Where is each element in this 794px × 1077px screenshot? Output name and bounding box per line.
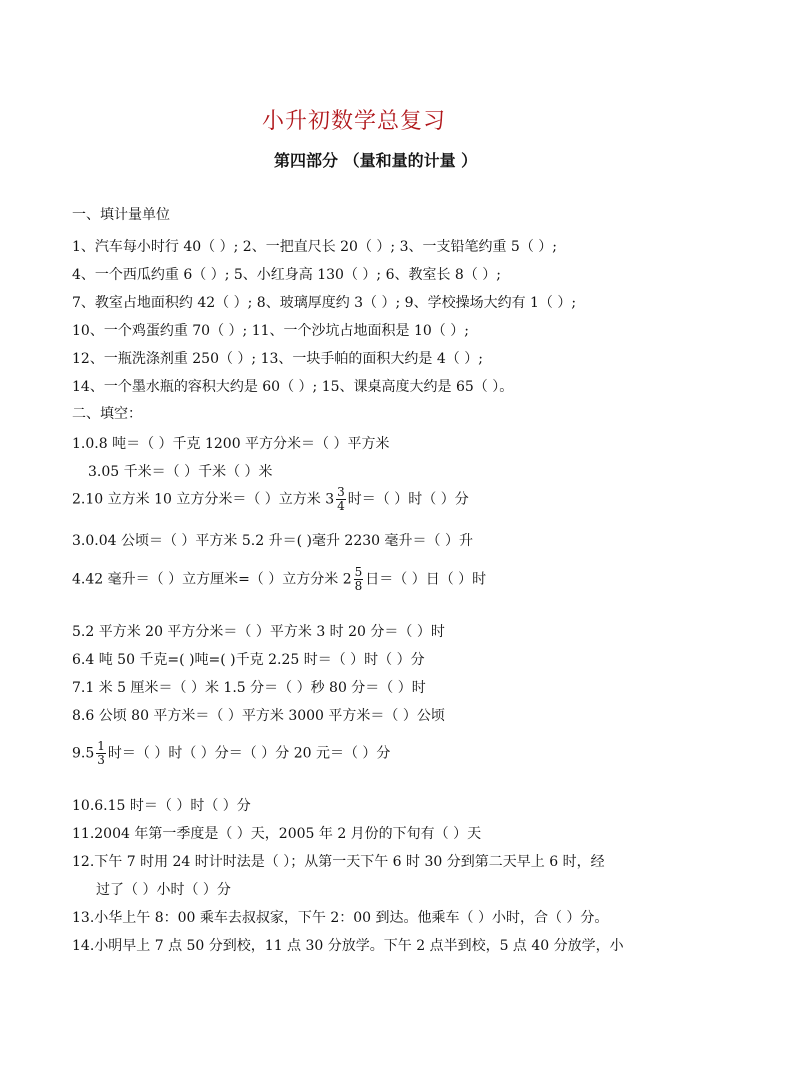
question-line: 11.2004 年第一季度是（ ）天，2005 年 2 月份的下旬有（ ）天 (72, 826, 482, 842)
question-line: 12、一瓶洗涤剂重 250（ ）; 13、一块手帕的面积大约是 4（ ）; (72, 351, 483, 367)
section1-heading: 一、填计量单位 (72, 207, 170, 223)
question-line: 3.05 千米＝（ ）千米（ ）米 (88, 464, 273, 480)
question-line: 13.小华上午 8：00 乘车去叔叔家，下午 2：00 到达。他乘车（ ）小时，合（ ）分。 (72, 910, 609, 926)
section-subtitle: 第四部分 （量和量的计量 ） (274, 151, 478, 170)
page-title: 小升初数学总复习 (262, 109, 447, 134)
question-text: 时＝（ ）时（ ）分＝（ ）分 20 元＝（ ）分 (107, 745, 391, 762)
question-line: 6.4 吨 50 千克=( )吨=( )千克 2.25 时＝（ ）时（ ）分 (72, 652, 425, 668)
question-line: 1.0.8 吨＝（ ）千克 1200 平方分米＝（ ）平方米 (72, 436, 390, 452)
question-line: 1、汽车每小时行 40（ ）; 2、一把直尺长 20（ ）; 3、一支铅笔约重 5（ ）; (72, 239, 558, 255)
question-text: 9.5 (72, 745, 95, 762)
question-line: 14、一个墨水瓶的容积大约是 60（ ）; 15、课桌高度大约是 65（ ）。 (72, 379, 514, 395)
question-text: 4.42 毫升＝（ ）立方厘米=（ ）立方分米 2 (72, 571, 352, 588)
question-line: 5.2 平方米 20 平方分米＝（ ）平方米 3 时 20 分＝（ ）时 (72, 624, 445, 640)
fraction (354, 566, 364, 593)
fraction-numerator: 1 (97, 739, 105, 753)
question-line: 10、一个鸡蛋约重 70（ ）; 11、一个沙坑占地面积是 10（ ）; (72, 323, 469, 339)
fraction-denominator: 8 (354, 579, 363, 593)
fraction (336, 486, 346, 513)
question-line: 过了（ ）小时（ ）分 (96, 882, 231, 898)
question-line (72, 486, 469, 513)
question-line: 14.小明早上 7 点 50 分到校，11 点 30 分放学。下午 2 点半到校，5 点 40 分放学，小 (72, 938, 624, 954)
question-line: 12.下午 7 时用 24 时计时法是（ ）；从第一天下午 6 时 30 分到第二天早上 6 时，经 (72, 854, 605, 870)
question-line: 3.0.04 公顷＝（ ）平方米 5.2 升＝( )毫升 2230 毫升＝（ ）升 (72, 533, 473, 549)
question-line: 8.6 公顷 80 平方米＝（ ）平方米 3000 平方米＝（ ）公顷 (72, 708, 445, 724)
fraction-numerator: 3 (337, 485, 345, 499)
question-line: 7、教室占地面积约 42（ ）; 8、玻璃厚度约 3（ ）; 9、学校操场大约有 1（ ）; (72, 295, 577, 311)
fraction-denominator: 3 (97, 753, 105, 767)
fraction-denominator: 4 (337, 499, 345, 513)
fraction (96, 740, 106, 767)
question-line: 10.6.15 时＝（ ）时（ ）分 (72, 798, 251, 814)
fraction-numerator: 5 (354, 565, 363, 579)
question-line: 4、一个西瓜约重 6（ ）; 5、小红身高 130（ ）; 6、教室长 8（ ）; (72, 267, 502, 283)
question-text: 日＝（ ）日（ ）时 (365, 571, 487, 588)
question-text: 2.10 立方米 10 立方分米＝（ ）立方米 3 (72, 491, 335, 508)
question-line (72, 740, 390, 767)
section2-heading: 二、填空： (72, 406, 142, 422)
question-text: 时＝（ ）时（ ）分 (347, 491, 469, 508)
question-line (72, 566, 486, 593)
question-line: 7.1 米 5 厘米＝（ ）米 1.5 分＝（ ）秒 80 分＝（ ）时 (72, 680, 426, 696)
